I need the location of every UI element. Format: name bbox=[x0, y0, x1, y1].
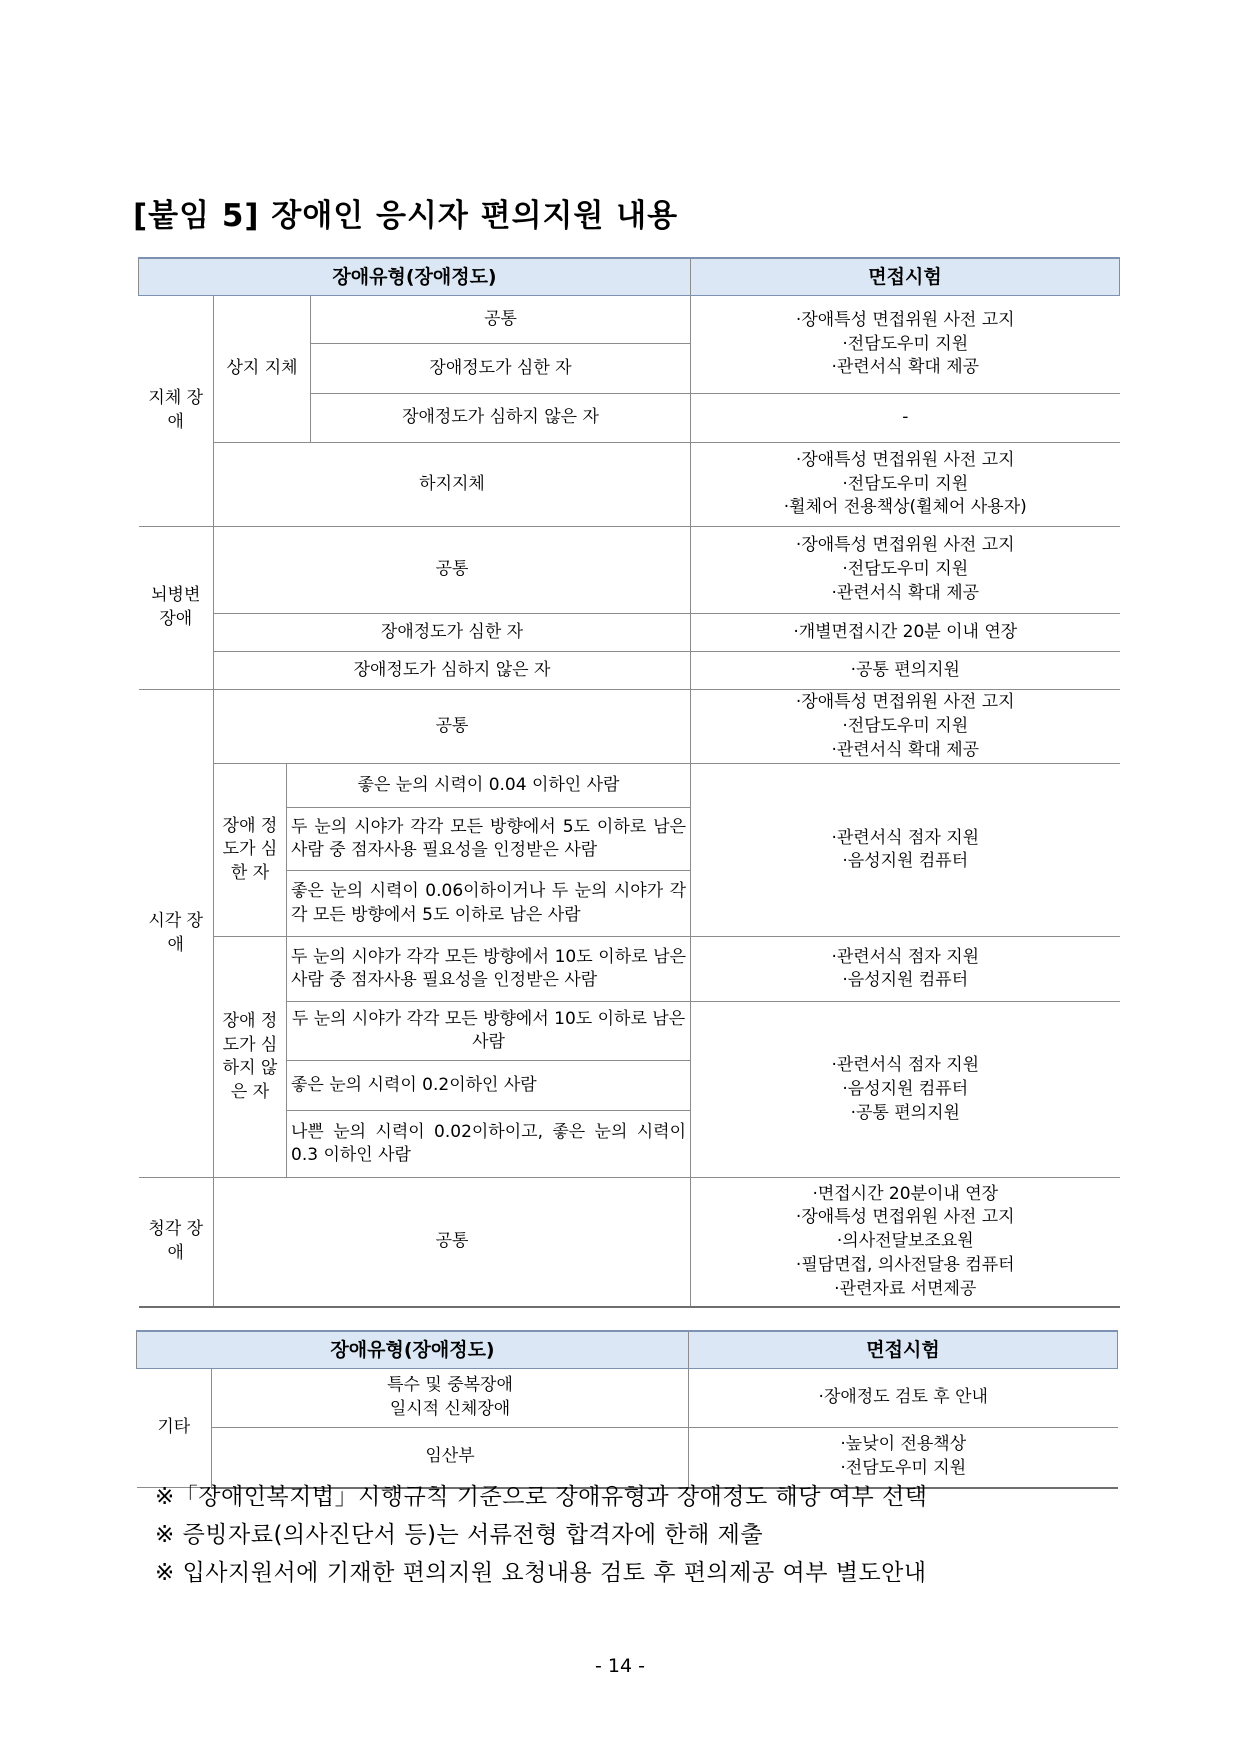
support-visual-common: ·장애특성 면접위원 사전 고지 ·전담도우미 지원 ·관련서식 확대 제공 bbox=[691, 690, 1120, 764]
cell-visual-mild-1: 두 눈의 시야가 각각 모든 방향에서 10도 이하로 남은 사람 중 점자사용 필요성을 인정받은 사람 bbox=[287, 937, 691, 1002]
cell-visual-severe-2: 두 눈의 시야가 각각 모든 방향에서 5도 이하로 남은 사람 중 점자사용 필요성을 인정받은 사람 bbox=[287, 808, 691, 871]
header-disability-type-2: 장애유형(장애정도) bbox=[137, 1331, 689, 1369]
cell-visual-mild-3: 좋은 눈의 시력이 0.2이하인 사람 bbox=[287, 1061, 691, 1111]
label-visual-mild: 장애 정도가 심하지 않은 자 bbox=[214, 937, 287, 1178]
cell-visual-mild-4: 나쁜 눈의 시력이 0.02이하이고, 좋은 눈의 시력이 0.3 이하인 사람 bbox=[287, 1111, 691, 1178]
group-other: 기타 bbox=[137, 1369, 212, 1488]
header-interview: 면접시험 bbox=[691, 258, 1120, 296]
support-other-pregnant: ·높낮이 전용책상 ·전담도우미 지원 bbox=[689, 1428, 1118, 1488]
header-interview-2: 면접시험 bbox=[689, 1331, 1118, 1369]
cell-brain-common: 공통 bbox=[214, 527, 691, 614]
header-disability-type: 장애유형(장애정도) bbox=[139, 258, 691, 296]
cell-other-special: 특수 및 중복장애 일시적 신체장애 bbox=[212, 1369, 689, 1428]
note-2: ※ 증빙자료(의사진단서 등)는 서류전형 합격자에 한해 제출 bbox=[155, 1522, 764, 1548]
cell-other-pregnant: 임산부 bbox=[212, 1428, 689, 1488]
cell-visual-severe-3: 좋은 눈의 시력이 0.06이하이거나 두 눈의 시야가 각각 모든 방향에서 5도 이하로 남은 사람 bbox=[287, 871, 691, 937]
page-number: - 14 - bbox=[595, 1655, 645, 1677]
support-brain-common: ·장애특성 면접위원 사전 고지 ·전담도우미 지원 ·관련서식 확대 제공 bbox=[691, 527, 1120, 614]
support-brain-severe: ·개별면접시간 20분 이내 연장 bbox=[691, 614, 1120, 652]
support-visual-mild: ·관련서식 점자 지원 ·음성지원 컴퓨터 ·공통 편의지원 bbox=[691, 1002, 1120, 1178]
support-upper-mild: - bbox=[691, 394, 1120, 443]
label-upper-limb: 상지 지체 bbox=[214, 296, 311, 443]
group-brain: 뇌병변 장애 bbox=[139, 527, 214, 690]
support-table bbox=[138, 257, 1120, 1308]
cell-visual-severe-1: 좋은 눈의 시력이 0.04 이하인 사람 bbox=[287, 764, 691, 808]
label-lower-limb: 하지지체 bbox=[214, 443, 691, 527]
page-title: [붙임 5] 장애인 응시자 편의지원 내용 bbox=[133, 198, 679, 234]
cell-upper-severe: 장애정도가 심한 자 bbox=[311, 344, 691, 394]
support-upper-limb: ·장애특성 면접위원 사전 고지 ·전담도우미 지원 ·관련서식 확대 제공 bbox=[691, 296, 1120, 394]
cell-upper-mild: 장애정도가 심하지 않은 자 bbox=[311, 394, 691, 443]
other-table bbox=[136, 1330, 1118, 1489]
label-visual-severe: 장애 정도가 심한 자 bbox=[214, 764, 287, 937]
cell-hearing-common: 공통 bbox=[214, 1178, 691, 1307]
cell-brain-severe: 장애정도가 심한 자 bbox=[214, 614, 691, 652]
cell-visual-mild-2: 두 눈의 시야가 각각 모든 방향에서 10도 이하로 남은 사람 bbox=[287, 1002, 691, 1061]
support-visual-severe: ·관련서식 점자 지원 ·음성지원 컴퓨터 bbox=[691, 764, 1120, 937]
notes bbox=[155, 1478, 927, 1592]
support-visual-mild-1: ·관련서식 점자 지원 ·음성지원 컴퓨터 bbox=[691, 937, 1120, 1002]
group-hearing: 청각 장애 bbox=[139, 1178, 214, 1307]
cell-upper-common: 공통 bbox=[311, 296, 691, 344]
support-other-special: ·장애정도 검토 후 안내 bbox=[689, 1369, 1118, 1428]
cell-brain-mild: 장애정도가 심하지 않은 자 bbox=[214, 652, 691, 690]
support-lower-limb: ·장애특성 면접위원 사전 고지 ·전담도우미 지원 ·휠체어 전용책상(휠체어 사용자) bbox=[691, 443, 1120, 527]
support-hearing: ·면접시간 20분이내 연장 ·장애특성 면접위원 사전 고지 ·의사전달보조요원 ·필담면접, 의사전달용 컴퓨터 ·관련자료 서면제공 bbox=[691, 1178, 1120, 1307]
note-1: ※「장애인복지법」시행규칙 기준으로 장애유형과 장애정도 해당 여부 선택 bbox=[155, 1484, 928, 1510]
cell-visual-common: 공통 bbox=[214, 690, 691, 764]
support-brain-mild: ·공통 편의지원 bbox=[691, 652, 1120, 690]
group-limb: 지체 장애 bbox=[139, 296, 214, 527]
note-3: ※ 입사지원서에 기재한 편의지원 요청내용 검토 후 편의제공 여부 별도안내 bbox=[155, 1560, 927, 1586]
group-visual: 시각 장애 bbox=[139, 690, 214, 1178]
